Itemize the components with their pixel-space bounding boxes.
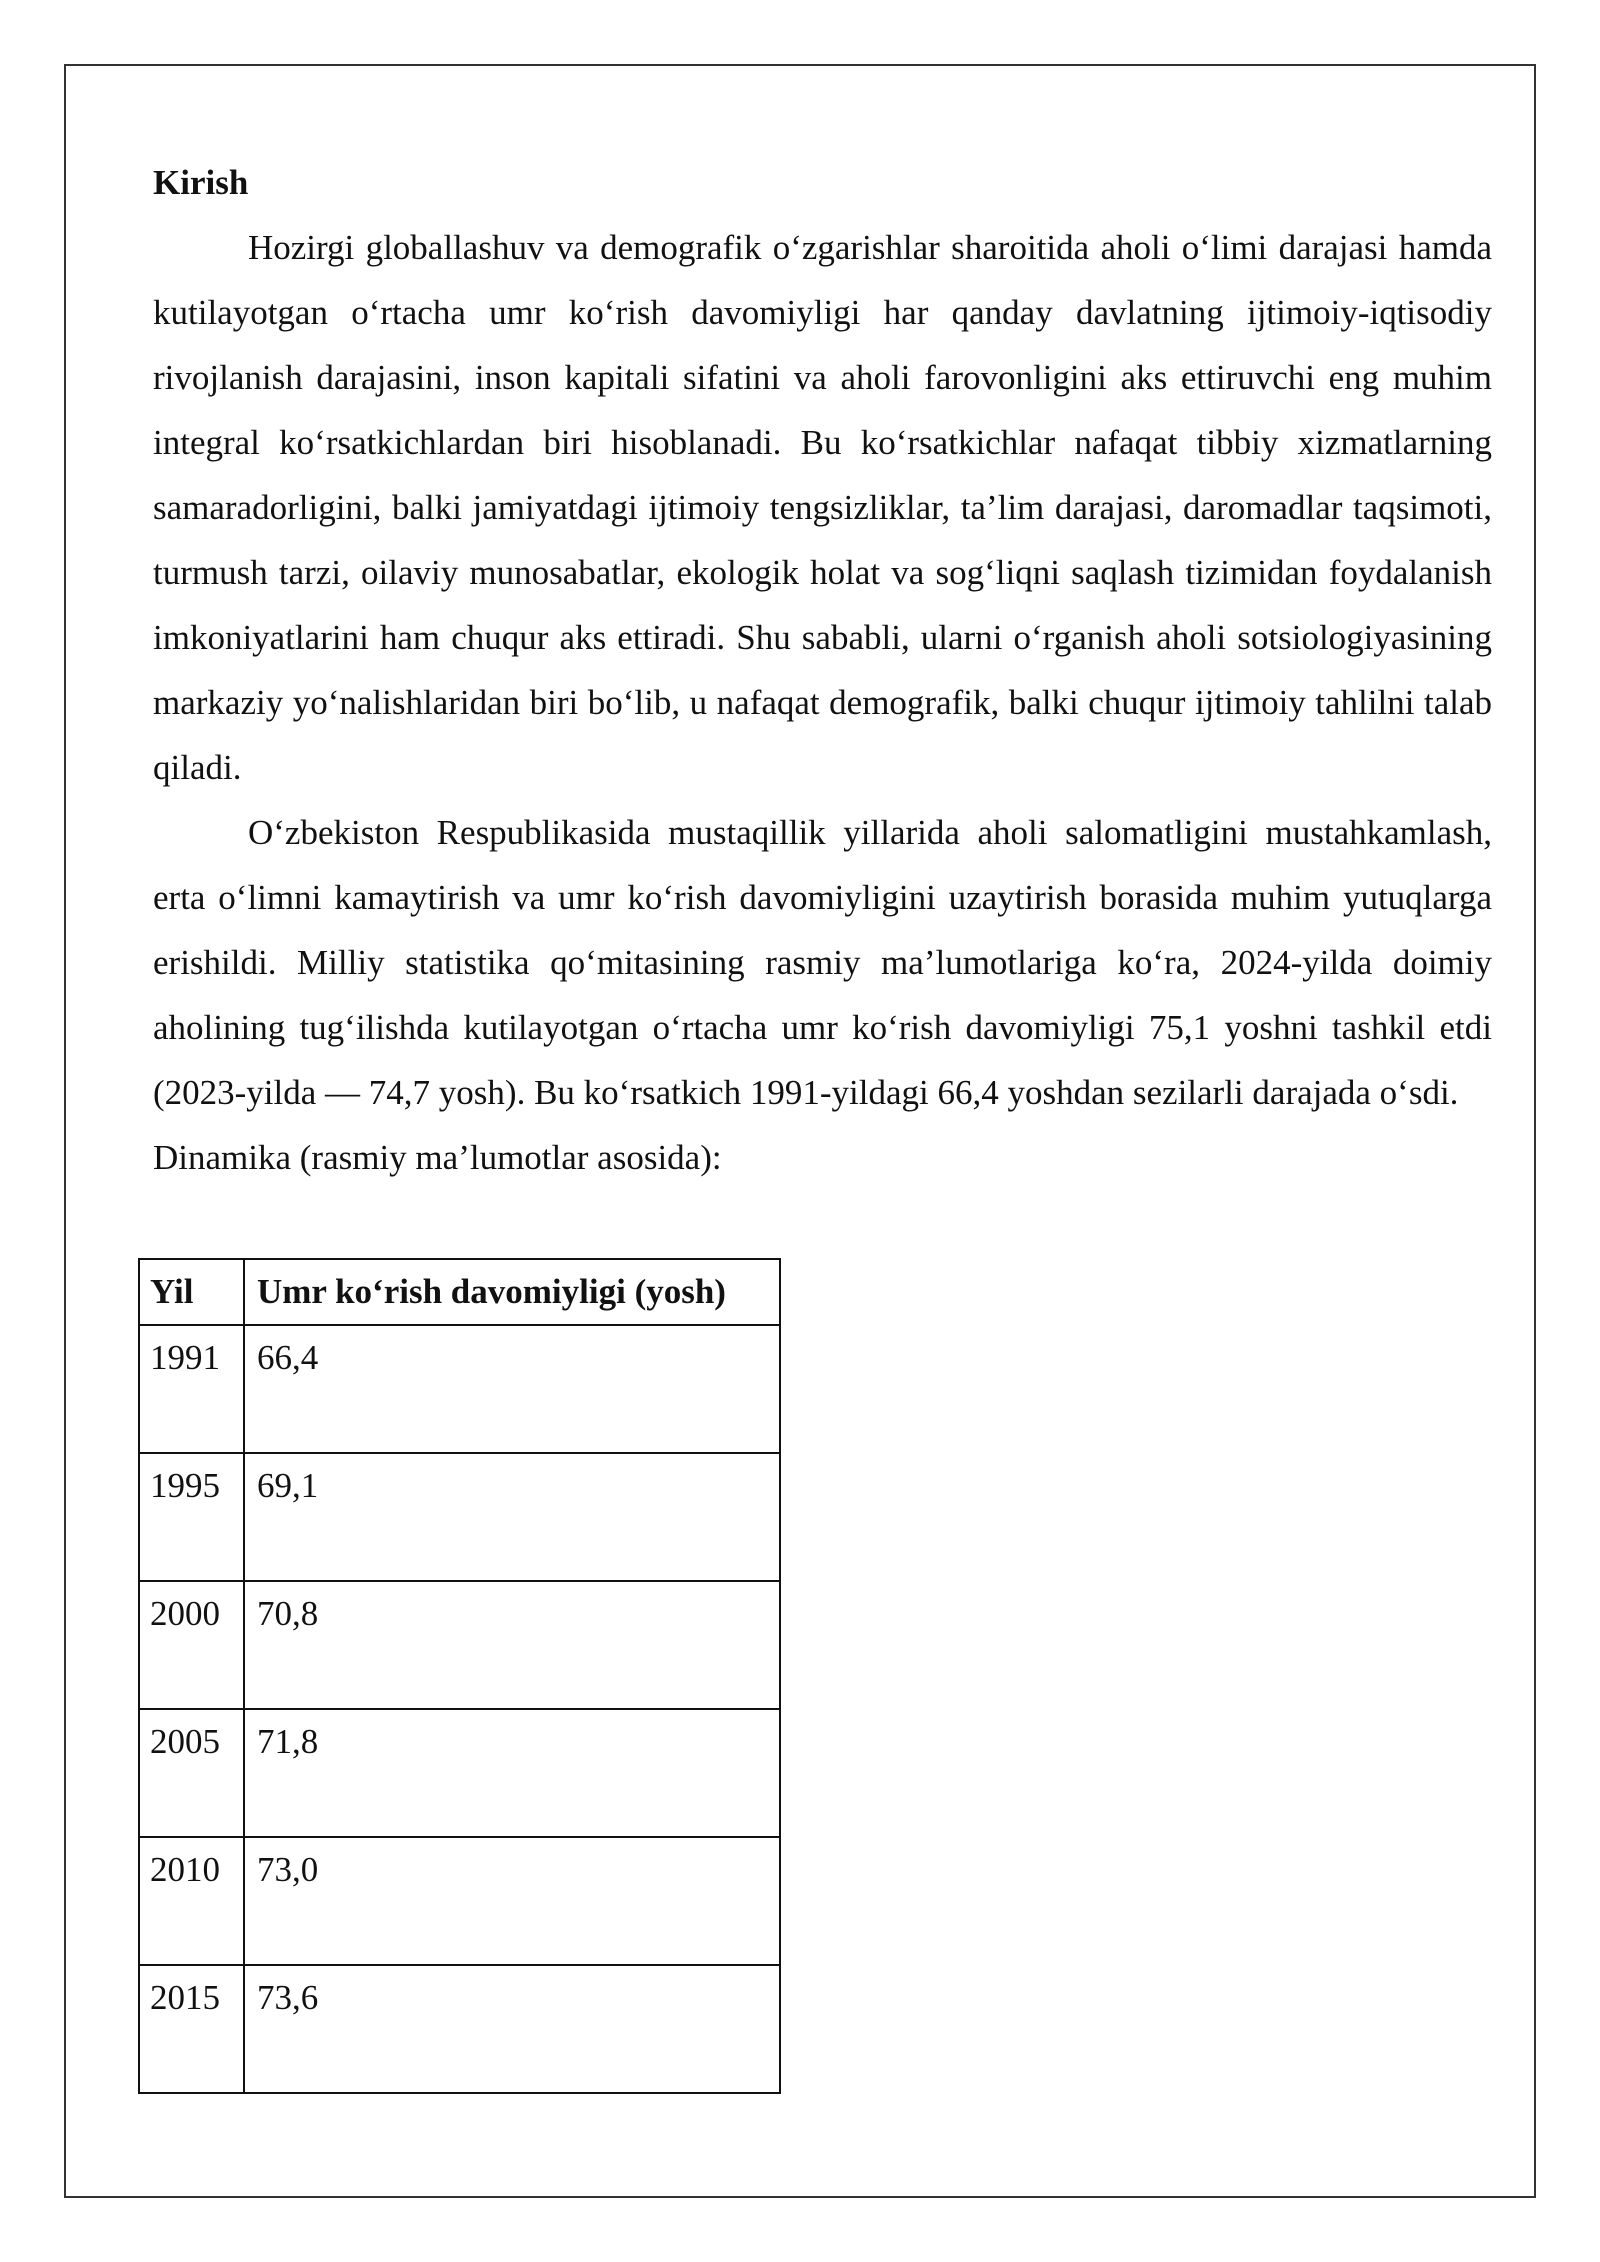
header-year: Yil: [139, 1259, 244, 1325]
cell-year: 2005: [139, 1709, 244, 1837]
document-body: [153, 150, 1492, 1190]
cell-value: 69,1: [244, 1453, 780, 1581]
table-row: [139, 1325, 780, 1453]
cell-value: 73,6: [244, 1965, 780, 2093]
cell-year: 1995: [139, 1453, 244, 1581]
table-row: [139, 1453, 780, 1581]
cell-year: 1991: [139, 1325, 244, 1453]
cell-year: 2010: [139, 1837, 244, 1965]
section-heading: Kirish: [153, 163, 249, 202]
table-row: [139, 1965, 780, 2093]
cell-value: 71,8: [244, 1709, 780, 1837]
paragraph-intro: Hozirgi globallashuv va demografik o‘zgarishlar sharoitida aholi o‘limi darajasi hamda kutilayotgan o‘rtacha umr ko‘rish davomiyligi har qanday davlatning ijtimoiy-iqtisodiy rivojlanish darajasini, inson kapitali sifatini va aholi farovonligini aks ettiruvchi eng muhim integral ko‘rsatkichlardan biri hisoblanadi. Bu ko‘rsatkichlar nafaqat tibbiy xizmatlarning samaradorligini, balki jamiyatdagi ijtimoiy tengsizliklar, ta’lim darajasi, daromadlar taqsimoti, turmush tarzi, oilaviy munosabatlar, ekologik holat va sog‘liqni saqlash tizimidan foydalanish imkoniyatlarini ham chuqur aks ettiradi. Shu sababli, ularni o‘rganish aholi sotsiologiyasining markaziy yo‘nalishlaridan biri bo‘lib, u nafaqat demografik, balki chuqur ijtimoiy tahlilni talab qiladi.: [153, 228, 1492, 787]
cell-year: 2015: [139, 1965, 244, 2093]
table-row: [139, 1581, 780, 1709]
life-expectancy-table: [138, 1258, 781, 2094]
paragraph-uzbekistan: O‘zbekiston Respublikasida mustaqillik yillarida aholi salomatligini mustahkamlash, erta o‘limni kamaytirish va umr ko‘rish davomiyligini uzaytirish borasida muhim yutuqlarga erishildi. Milliy statistika qo‘mitasining rasmiy ma’lumotlariga ko‘ra, 2024-yilda doimiy aholining tug‘ilishda kutilayotgan o‘rtacha umr ko‘rish davomiyligi 75,1 yoshni tashkil etdi (2023-yilda — 74,7 yosh). Bu ko‘rsatkich 1991-yildagi 66,4 yoshdan sezilarli darajada o‘sdi.: [153, 813, 1492, 1112]
cell-year: 2000: [139, 1581, 244, 1709]
cell-value: 70,8: [244, 1581, 780, 1709]
table-header-row: [139, 1259, 780, 1325]
cell-value: 66,4: [244, 1325, 780, 1453]
table-row: [139, 1709, 780, 1837]
table-row: [139, 1837, 780, 1965]
cell-value: 73,0: [244, 1837, 780, 1965]
header-life-expectancy: Umr ko‘rish davomiyligi (yosh): [244, 1259, 780, 1325]
table-caption: Dinamika (rasmiy ma’lumotlar asosida):: [153, 1138, 722, 1177]
